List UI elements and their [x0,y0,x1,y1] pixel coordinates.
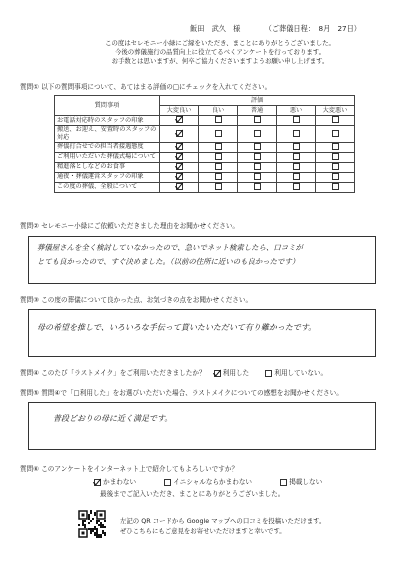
checkbox-icon[interactable] [332,183,339,190]
checkbox-icon[interactable] [293,173,300,180]
col-eval-header: 評価 [160,96,355,106]
rating-header: 悪い [277,106,316,116]
q4-option-used[interactable]: 利用した [214,369,252,377]
q2-answer-line: 葬儀屋さんを全く検討していなかったので、急いでネット検索したら、口コミが [37,243,303,252]
intro-line: 今後の葬儀施行の品質向上に役立てるべくアンケートを行っております。 [115,48,325,56]
rating-header: 大変良い [160,106,199,116]
q2-text: セレモニー小緑にご依頼いただきました理由をお聞かせください。 [41,222,240,230]
rating-cell [160,126,199,143]
rating-cell [238,116,277,126]
evaluation-item-label: お電話対応時のスタッフの印象 [55,116,160,126]
q5-label: 質問⑤ [20,389,40,397]
checkbox-icon[interactable] [293,116,300,123]
footer-line: 左記の QR コードから Google マップへの口コミを投稿いただけます。 [120,517,326,525]
checkbox-icon[interactable] [215,173,222,180]
checkbox-icon[interactable] [254,116,261,123]
checkbox-icon[interactable] [254,143,261,150]
evaluation-item-label: 精進落としなどのお食事 [55,162,160,172]
rating-cell [238,152,277,162]
rating-cell [238,172,277,182]
evaluation-row [55,126,355,143]
footer-line: ぜひこちらにもご意見をお寄せいただけますと幸いです。 [120,527,286,536]
q6-option-initials[interactable]: イニシャルならかまわない [164,478,254,486]
checkbox-checked-icon[interactable] [176,183,183,190]
checkbox-icon[interactable] [293,183,300,190]
evaluation-item-label: 通夜・葬儀運営スタッフの印象 [55,172,160,182]
q2-heading [20,222,239,230]
checkbox-icon[interactable] [293,143,300,150]
checkbox-icon[interactable] [215,143,222,150]
rating-cell [238,182,277,192]
q6-text: このアンケートをインターネット上で紹介してもよろしいですか？ [41,465,239,473]
rating-cell [160,116,199,126]
checkbox-icon[interactable] [215,183,222,190]
q4-option-not-used[interactable]: 利用していない。 [265,369,327,377]
rating-cell [277,162,316,172]
q3-heading [20,296,252,304]
checkbox-icon[interactable] [293,153,300,160]
rating-cell [316,126,355,143]
rating-cell [238,126,277,143]
q3-answer-line: 母の希望を推しで、いろいろな手伝って貰いたいただいて有り難かったです。 [37,323,317,332]
q6-option-ok[interactable]: かまわない [94,478,138,486]
thanks-note: 最後までご記入いただき、まことにありがとうございました。 [100,490,285,498]
checkbox-checked-icon[interactable] [176,116,183,123]
checkbox-icon[interactable] [215,153,222,160]
rating-cell [199,162,238,172]
customer-name: 飯田 武久 様 [190,24,241,33]
footer [120,516,325,537]
checkbox-checked-icon[interactable] [176,130,183,137]
checkbox-icon[interactable] [254,173,261,180]
q3-label: 質問③ [20,296,40,304]
checkbox-icon[interactable] [215,116,222,123]
evaluation-row [55,116,355,126]
evaluation-row [55,142,355,152]
rating-header: 普通 [238,106,277,116]
evaluation-row [55,162,355,172]
qr-code-icon[interactable] [78,510,106,538]
checkbox-icon[interactable] [164,479,171,486]
checkbox-icon[interactable] [254,130,261,137]
checkbox-icon[interactable] [332,130,339,137]
rating-cell [277,142,316,152]
checkbox-checked-icon[interactable] [176,163,183,170]
checkbox-checked-icon[interactable] [176,173,183,180]
q5-heading [20,389,343,397]
funeral-date: （ご葬儀日程： 8月 27日） [264,24,361,33]
rating-cell [199,152,238,162]
intro-line: この度はセレモニー小緑にご縁をいただき、まことにありがとうございました。 [105,39,335,47]
q5-answer-box[interactable] [28,402,376,450]
checkbox-icon[interactable] [332,153,339,160]
rating-cell [199,182,238,192]
rating-cell [277,152,316,162]
q3-answer-box[interactable] [28,309,376,357]
q2-answer-box[interactable] [28,236,376,284]
checkbox-icon[interactable] [254,183,261,190]
rating-header: 大変悪い [316,106,355,116]
col-item-header: 質問事項 [55,96,160,116]
rating-cell [316,116,355,126]
q4-text: このたび「ラストメイク」をご利用いただきましたか？ [41,369,206,377]
checkbox-icon[interactable] [293,163,300,170]
evaluation-item-label: 搬送、お迎え、安置時のスタッフの対応 [55,126,160,143]
q5-answer-line: 普段どおりの母に近く満足です。 [53,414,173,423]
rating-cell [199,126,238,143]
evaluation-table [54,95,355,193]
evaluation-rows [55,116,355,193]
q4-label: 質問④ [20,369,40,377]
intro-line: お手数とは思いますが、何卒ご協力くださいますようお願い申し上げます。 [111,57,329,65]
q4-heading [20,369,327,377]
checkbox-icon[interactable] [280,479,287,486]
rating-cell [316,142,355,152]
rating-header: 良い [199,106,238,116]
q6-heading [20,465,238,473]
q2-answer-line: とても良かったので、すぐ決めました。（以前の住所に近いのも良かったです） [37,257,300,267]
q1-text: 以下の質問事項について、あてはまる評価の□にチェックを入れてください。 [41,83,272,91]
rating-cell [277,116,316,126]
evaluation-row [55,182,355,192]
checkbox-checked-icon[interactable] [176,143,183,150]
checkbox-icon[interactable] [254,153,261,160]
checkbox-checked-icon[interactable] [214,370,221,377]
checkbox-icon[interactable] [215,130,222,137]
rating-cell [199,172,238,182]
checkbox-icon[interactable] [265,370,272,377]
checkbox-icon[interactable] [332,143,339,150]
header [190,24,361,33]
evaluation-item-label: この度の葬儀、全般について [55,182,160,192]
rating-cell [316,182,355,192]
rating-cell [238,162,277,172]
rating-cell [160,182,199,192]
evaluation-item-label: 葬儀打合せでの担当者接遇態度 [55,142,160,152]
q3-text: この度の葬儀について良かった点、お気づきの点をお聞かせください。 [41,296,253,304]
rating-cell [199,142,238,152]
checkbox-icon[interactable] [332,173,339,180]
checkbox-icon[interactable] [332,116,339,123]
rating-cell [277,172,316,182]
q1-heading [20,83,271,91]
checkbox-icon[interactable] [293,130,300,137]
q6-label: 質問⑥ [20,465,40,473]
rating-cell [316,162,355,172]
rating-cell [238,142,277,152]
q2-label: 質問② [20,222,40,230]
checkbox-checked-icon[interactable] [94,479,101,486]
checkbox-checked-icon[interactable] [176,153,183,160]
q1-label: 質問① [20,83,40,91]
checkbox-icon[interactable] [215,163,222,170]
rating-cell [316,172,355,182]
rating-cell [277,182,316,192]
rating-cell [277,126,316,143]
evaluation-row [55,152,355,162]
q6-options [94,478,322,486]
q5-text: 質問④で「□利用した」をお選びいただいた場合、ラストメイクについての感想をお聞かせください。 [41,389,343,397]
evaluation-item-label: ご利用いただいた葬儀式場について [55,152,160,162]
evaluation-row [55,172,355,182]
checkbox-icon[interactable] [332,163,339,170]
q6-option-no[interactable]: 掲載しない [280,478,322,486]
intro [60,38,380,66]
rating-cell [199,116,238,126]
rating-cell [316,152,355,162]
checkbox-icon[interactable] [254,163,261,170]
